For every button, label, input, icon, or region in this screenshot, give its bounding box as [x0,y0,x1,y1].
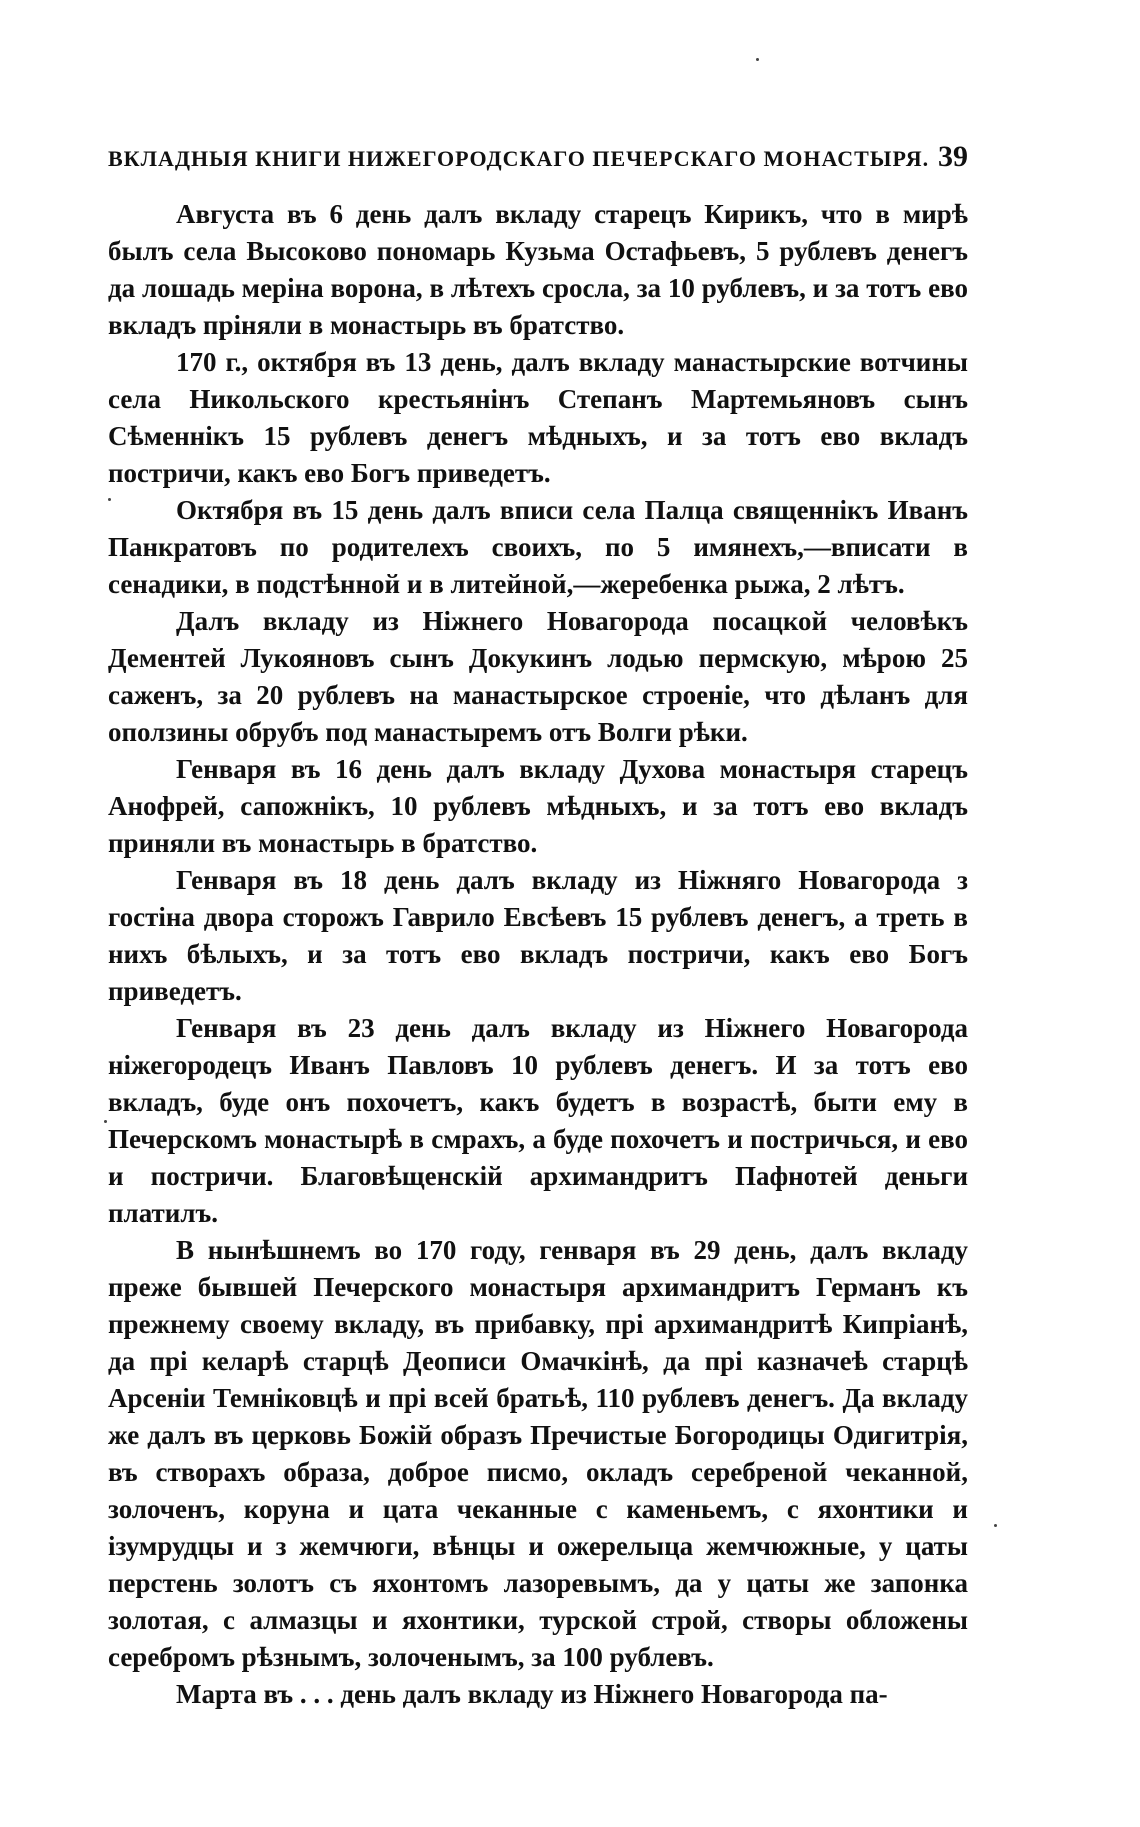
paragraph: Августа въ 6 день далъ вкладу старецъ Кирикъ, что в мирѣ былъ села Высоково пономарь Кузьма Остафьевъ, 5 рублевъ денегъ да лошадь меріна ворона, в лѣтехъ сросла, за 10 рублевъ, и за тотъ ево вкладъ пріняли в монастырь въ братство. [108,199,968,340]
scan-speck [104,1120,107,1123]
paragraph: Генваря въ 18 день далъ вкладу из Ніжняго Новагорода з гостіна двора сторожъ Гаврило Евсѣевъ 15 рублевъ денегъ, а треть в нихъ бѣлыхъ, и за тотъ ево вкладъ постричи, какъ ево Богъ приведетъ. [108,865,968,1006]
paragraph: Генваря въ 23 день далъ вкладу из Ніжнего Новагорода ніжегородецъ Иванъ Павловъ 10 рублевъ денегъ. И за тотъ ево вкладъ, буде онъ похочетъ, какъ будетъ в возрастѣ, быти ему в Печерскомъ монастырѣ в смрахъ, а буде похочетъ и постричься, и ево и постричи. Благовѣщенскій архимандритъ Пафнотей деньги платилъ. [108,1013,968,1228]
scan-speck [108,498,111,501]
paragraph: В нынѣшнемъ во 170 году, генваря въ 29 день, далъ вкладу преже бывшей Печерского монастыря архимандритъ Германъ къ прежнему своему вкладу, въ прибавку, прі архимандритѣ Кипріанѣ, да прі келарѣ старцѣ Деописи Омачкінѣ, да прі казначеѣ старцѣ Арсеніи Темніковцѣ и прі всей братьѣ, 110 рублевъ денегъ. Да вкладу же далъ въ церковь Божій образъ Пречистые Богородицы Одигитрія, въ створахъ образа, доброе писмо, окладъ серебреной чеканной, золоченъ, коруна и цата чеканные с каменьемъ, с яхонтики и ізумрудцы и з жемчюги, вѣнцы и ожерелыца жемчюжные, у цаты перстень золотъ съ яхонтомъ лазоревымъ, да у цаты же запонка золотая, с алмазцы и яхонтики, турской строй, створы обложены серебромъ рѣзнымъ, золоченымъ, за 100 рублевъ. [108,1235,968,1672]
page-header [108,140,968,180]
paragraph: Марта въ . . . день далъ вкладу из Ніжнего Новагорода па- [176,1679,888,1709]
page-number: 39 [938,140,968,173]
paragraph: Генваря въ 16 день далъ вкладу Духова монастыря старецъ Анофрей, сапожнікъ, 10 рублевъ мѣдныхъ, и за тотъ ево вкладъ приняли въ монастырь в братство. [108,754,968,858]
scan-speck [994,1524,997,1527]
body-text [108,196,968,1713]
scan-speck [756,58,759,61]
paragraph: Далъ вкладу из Ніжнего Новагорода посацкой человѣкъ Дементей Лукояновъ сынъ Докукинъ лодью пермскую, мѣрою 25 саженъ, за 20 рублевъ на манастырское строеніе, что дѣланъ для оползины обрубъ под манастыремъ отъ Волги рѣки. [108,606,968,747]
paragraph: Октября въ 15 день далъ вписи села Палца священнікъ Иванъ Панкратовъ по родителехъ своихъ, по 5 имянехъ,—вписати в сенадики, в подстѣнной и в литейной,—жеребенка рыжа, 2 лѣтъ. [108,495,968,599]
paragraph: 170 г., октября въ 13 день, далъ вкладу манастырские вотчины села Никольского крестьянінъ Степанъ Мартемьяновъ сынъ Сѣменнікъ 15 рублевъ денегъ мѣдныхъ, и за тотъ ево вкладъ постричи, какъ ево Богъ приведетъ. [108,347,968,488]
running-title: ВКЛАДНЫЯ КНИГИ НИЖЕГОРОДСКАГО ПЕЧЕРСКАГО МОНАСТЫРЯ. [108,146,930,171]
